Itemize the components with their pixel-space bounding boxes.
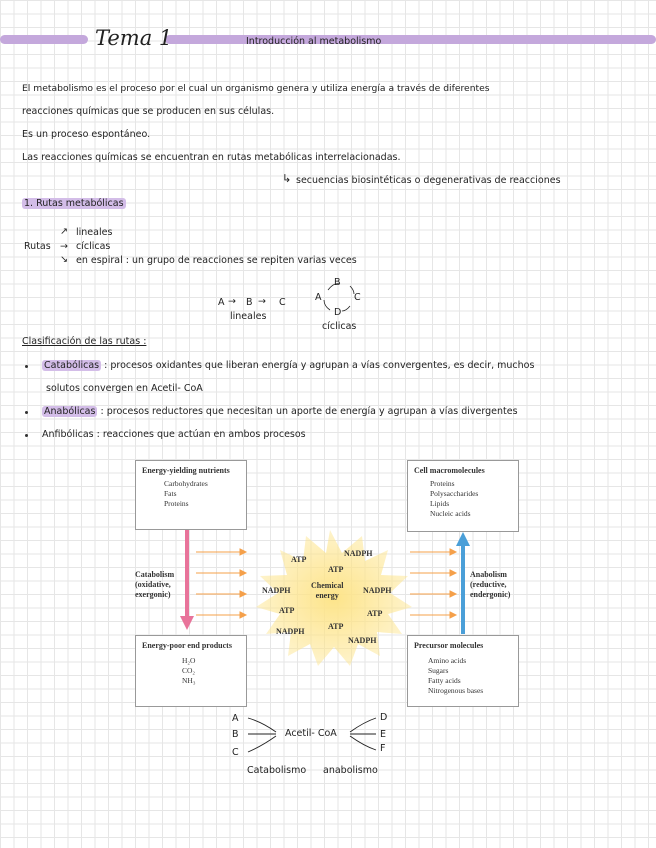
diverge-arrow-icon (350, 736, 376, 750)
cyclic-label: cíclicas (322, 321, 357, 332)
linear-label: lineales (230, 311, 267, 322)
catabolicas-line-2: solutos convergen en Acetil- CoA (46, 383, 203, 394)
atp-label: ATP (328, 565, 344, 574)
catabolicas-text: : procesos oxidantes que liberan energía y agrupan a vías convergentes, es decir, muchos (104, 360, 535, 371)
nadph-label: NADPH (348, 636, 377, 645)
box-title: Cell macromolecules (414, 466, 485, 475)
cycle-arrow-icon (324, 300, 330, 310)
box-precursor-molecules (407, 635, 519, 707)
intro-line-4: Las reacciones químicas se encuentran en rutas metabólicas interrelacionadas. (22, 152, 401, 163)
catabolism-label-3: exergonic) (135, 590, 171, 599)
anabolism-arrow-head (456, 532, 470, 546)
catabolism-label (135, 570, 174, 600)
anfibolicas-line (42, 429, 306, 440)
acetyl-a: A (232, 713, 239, 724)
diverge-arrow-icon (350, 718, 376, 732)
box-cell-macromolecules (407, 460, 519, 532)
acetyl-e: E (380, 729, 387, 740)
return-arrow-icon: ↳ (282, 172, 292, 185)
section-heading-text: 1. Rutas metabólicas (24, 198, 124, 209)
catabolism-label-1: Catabolism (135, 570, 175, 579)
bullet-icon (25, 365, 28, 368)
box-item: Fats (164, 489, 177, 498)
box-item: Polysaccharides (430, 489, 479, 498)
linear-c: C (279, 297, 286, 308)
cyclic-d: D (334, 307, 342, 318)
branch-espiral: en espiral : un grupo de reacciones se repiten varias veces (76, 255, 357, 266)
header-bar-right (165, 35, 656, 44)
anabolism-label-1: Anabolism (470, 570, 507, 579)
intro-line-3: Es un proceso espontáneo. (22, 129, 151, 140)
page-title: Tema 1 (95, 26, 173, 50)
converge-arrow-icon (248, 718, 276, 732)
chemical-energy-label (311, 581, 343, 601)
anabolismo-label: anabolismo (323, 765, 378, 776)
intro-line-1: El metabolismo es el proceso por el cual un organismo genera y utiliza energía a través de diferentes (22, 83, 490, 94)
box-item: NH₃ (182, 676, 196, 685)
linear-b: B (246, 297, 253, 308)
linear-a: A (218, 297, 225, 308)
bullet-icon (25, 411, 28, 414)
anabolicas-line (42, 406, 518, 417)
branch-arrow-icon: → (60, 241, 68, 252)
acetyl-b: B (232, 729, 239, 740)
cyclic-b: B (334, 277, 341, 288)
atp-label: ATP (291, 555, 307, 564)
box-item: Nitrogenous bases (428, 686, 484, 695)
arrow-icon: → (258, 296, 266, 307)
box-item: Proteins (430, 479, 455, 488)
atp-label: ATP (328, 622, 344, 631)
intro-line-5: secuencias biosintéticas o degenerativas de reacciones (296, 175, 561, 186)
acetyl-c: C (232, 747, 239, 758)
cyclic-a: A (315, 292, 322, 303)
anabolism-label (470, 570, 510, 600)
anabolism-label-3: endergonic) (470, 590, 511, 599)
box-item: Carbohydrates (164, 479, 208, 488)
classification-heading: Clasificación de las rutas : (22, 336, 147, 347)
atp-label: ATP (279, 606, 295, 615)
acetyl-center: Acetil- CoA (285, 728, 337, 739)
catabolism-arrow-head (180, 616, 194, 630)
box-item: Amino acids (428, 656, 467, 665)
section-heading (22, 198, 126, 209)
header-bar-left (0, 35, 88, 44)
atp-label: ATP (367, 609, 383, 618)
page-subtitle: Introducción al metabolismo (246, 36, 382, 47)
box-item: Lipids (430, 499, 450, 508)
bullet-icon (25, 434, 28, 437)
box-item: H₂O (182, 656, 196, 665)
catabolism-label-2: (oxidative, (135, 580, 171, 589)
box-item: CO₂ (182, 666, 196, 675)
cyclic-c: C (354, 292, 361, 303)
box-item: Sugars (428, 666, 449, 675)
rutas-label: Rutas (24, 241, 51, 252)
catabolismo-label: Catabolismo (247, 765, 307, 776)
box-energy-yielding-nutrients (135, 460, 247, 530)
left-orange-arrows (196, 549, 246, 618)
anfibolicas-term: Anfibólicas (42, 429, 94, 440)
anabolism-label-2: (reductive, (470, 580, 507, 589)
anfibolicas-text: : reacciones que actúan en ambos procesos (96, 429, 306, 440)
catabolicas-line (42, 360, 534, 371)
nadph-label: NADPH (276, 627, 305, 636)
acetyl-f: F (380, 743, 386, 754)
box-title: Energy-yielding nutrients (142, 466, 230, 475)
energy-label: energy (315, 591, 339, 600)
cycle-arrow-icon (342, 306, 350, 311)
right-orange-arrows (410, 549, 456, 618)
box-item: Proteins (164, 499, 189, 508)
box-item: Nucleic acids (430, 509, 471, 518)
arrow-icon: → (228, 296, 236, 307)
box-item: Fatty acids (428, 676, 461, 685)
acetyl-d: D (380, 712, 388, 723)
nadph-label: NADPH (363, 586, 392, 595)
converge-arrow-icon (248, 736, 276, 752)
anabolicas-text: : procesos reductores que necesitan un aporte de energía y agrupan a vías divergentes (100, 406, 518, 417)
branch-ciclicas: cíclicas (76, 241, 111, 252)
box-title: Energy-poor end products (142, 641, 232, 650)
catabolicas-term: Catabólicas (44, 360, 100, 371)
nadph-label: NADPH (344, 549, 373, 558)
nadph-label: NADPH (262, 586, 291, 595)
intro-line-2: reacciones químicas que se producen en sus células. (22, 106, 275, 117)
branch-lineales: lineales (76, 227, 113, 238)
chemical-label: Chemical (311, 581, 344, 590)
box-title: Precursor molecules (414, 641, 484, 650)
box-energy-poor-end-products (135, 635, 247, 707)
branch-arrow-icon: ↗ (60, 226, 68, 237)
branch-arrow-icon: ↘ (60, 254, 68, 265)
anabolicas-term: Anabólicas (44, 406, 96, 417)
